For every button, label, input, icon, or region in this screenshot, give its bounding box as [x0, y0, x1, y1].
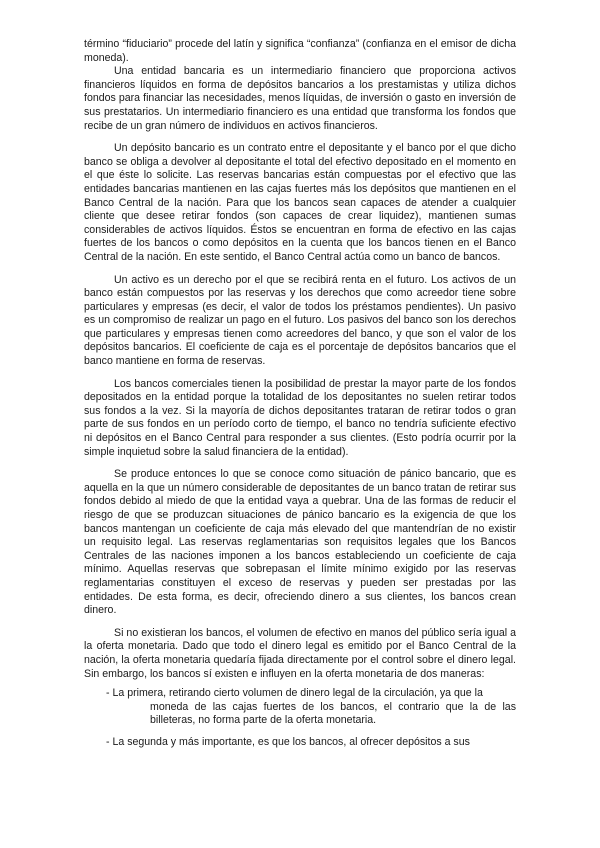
paragraph-bancos-comerciales: Los bancos comerciales tienen la posibilidad de prestar la mayor parte de los fondos depositados en la entidad porque la totalidad de los depositantes no suelen retirar todos sus fondos a la vez. Si la mayoría de dichos depositantes trataran de retirar todos o gran parte de sus fondos en un período corto de tiempo, el banco no tendría suficiente efectivo ni depósitos en el Banco Central para responder a sus clientes. (Esto podría ocurrir por la simple inquietud sobre la salud financiera de la entidad). [84, 377, 516, 458]
bullet-lead: - La primera, retirando cierto volumen de dinero legal de la circulación, ya que la [106, 687, 483, 700]
paragraph-activo: Un activo es un derecho por el que se recibirá renta en el futuro. Los activos de un banco están compuestos por las reservas y los derechos que como acreedor tiene sobre particulares y empresas (es decir, el valor de todos los préstamos pendientes). Un pasivo es un compromiso de realizar un pago en el futuro. Los pasivos del banco son los derechos que particulares y empresas tienen como acreedores del banco, y que son el valor de los depósitos bancarios. El coeficiente de caja es el porcentaje de depósitos bancarios que el banco mantiene en forma de reservas. [84, 273, 516, 368]
bullet-continuation: moneda de las cajas fuertes de los bancos, el contrario que la de las billeteras, no forma parte de la oferta monetaria. [150, 700, 516, 727]
paragraph-entidad-bancaria: Una entidad bancaria es un intermediario financiero que proporciona activos financieros líquidos en forma de depósitos bancarios a los prestamistas y utiliza dichos fondos para financiar las necesidades, menos líquidas, de inversión o gasto en inversión de sus prestatarios. Un intermediario financiero es una entidad que transforma los fondos que recibe de un gran número de individuos en activos financieros. [84, 65, 516, 132]
paragraph-fragment: término “fiduciario” procede del latín y significa “confianza” (confianza en el emisor de dicha moneda). [84, 38, 516, 64]
list-item [106, 736, 516, 750]
paragraph-oferta-monetaria: Si no existieran los bancos, el volumen de efectivo en manos del público sería igual a la oferta monetaria. Dado que todo el dinero legal es emitido por el Banco Central de la nación, la oferta monetaria quedaría fijada directamente por el control sobre el dinero legal. Sin embargo, los bancos sí existen e influyen en la oferta monetaria de dos maneras: [84, 626, 516, 680]
list-item [106, 687, 516, 728]
bullet-list [84, 687, 516, 749]
bullet-lead: - La segunda y más importante, es que los bancos, al ofrecer depósitos a sus [106, 735, 470, 748]
paragraph-deposito-bancario: Un depósito bancario es un contrato entre el depositante y el banco por el que dicho banco se obliga a devolver al depositante el total del efectivo depositado en el momento en el que éste lo solicite. Las reservas bancarias están compuestas por el efectivo que las entidades bancarias mantienen en las cajas fuertes más los depósitos que mantienen en el Banco Central de la nación. Para que los bancos sean capaces de atender a cualquier cliente que desee retirar fondos (son capaces de crear liquidez), mantienen sumas considerables de activos líquidos. Éstos se encuentran en forma de efectivo en las cajas fuertes de los bancos o como depósitos en la cuenta que los bancos tienen en el Banco Central de la nación. En este sentido, el Banco Central actúa como un banco de bancos. [84, 142, 516, 263]
paragraph-panico-bancario: Se produce entonces lo que se conoce como situación de pánico bancario, que es aquella en la que un número considerable de depositantes de un banco tratan de retirar sus fondos debido al miedo de que la entidad vaya a quebrar. Una de las formas de reducir el riesgo de que se produzcan situaciones de pánico bancario es la exigencia de que los bancos mantengan un coeficiente de caja más elevado del que mantendrían de no existir un requisito legal. Las reservas reglamentarias son requisitos legales que los Bancos Centrales de las naciones imponen a los bancos estableciendo un coeficiente de caja mínimo. Aquellas reservas que sobrepasan el límite mínimo exigido por las reservas reglamentarias constituyen el exceso de reservas y pueden ser prestadas por las entidades. De esta forma, es decir, ofreciendo dinero a sus clientes, los bancos crean dinero. [84, 468, 516, 617]
